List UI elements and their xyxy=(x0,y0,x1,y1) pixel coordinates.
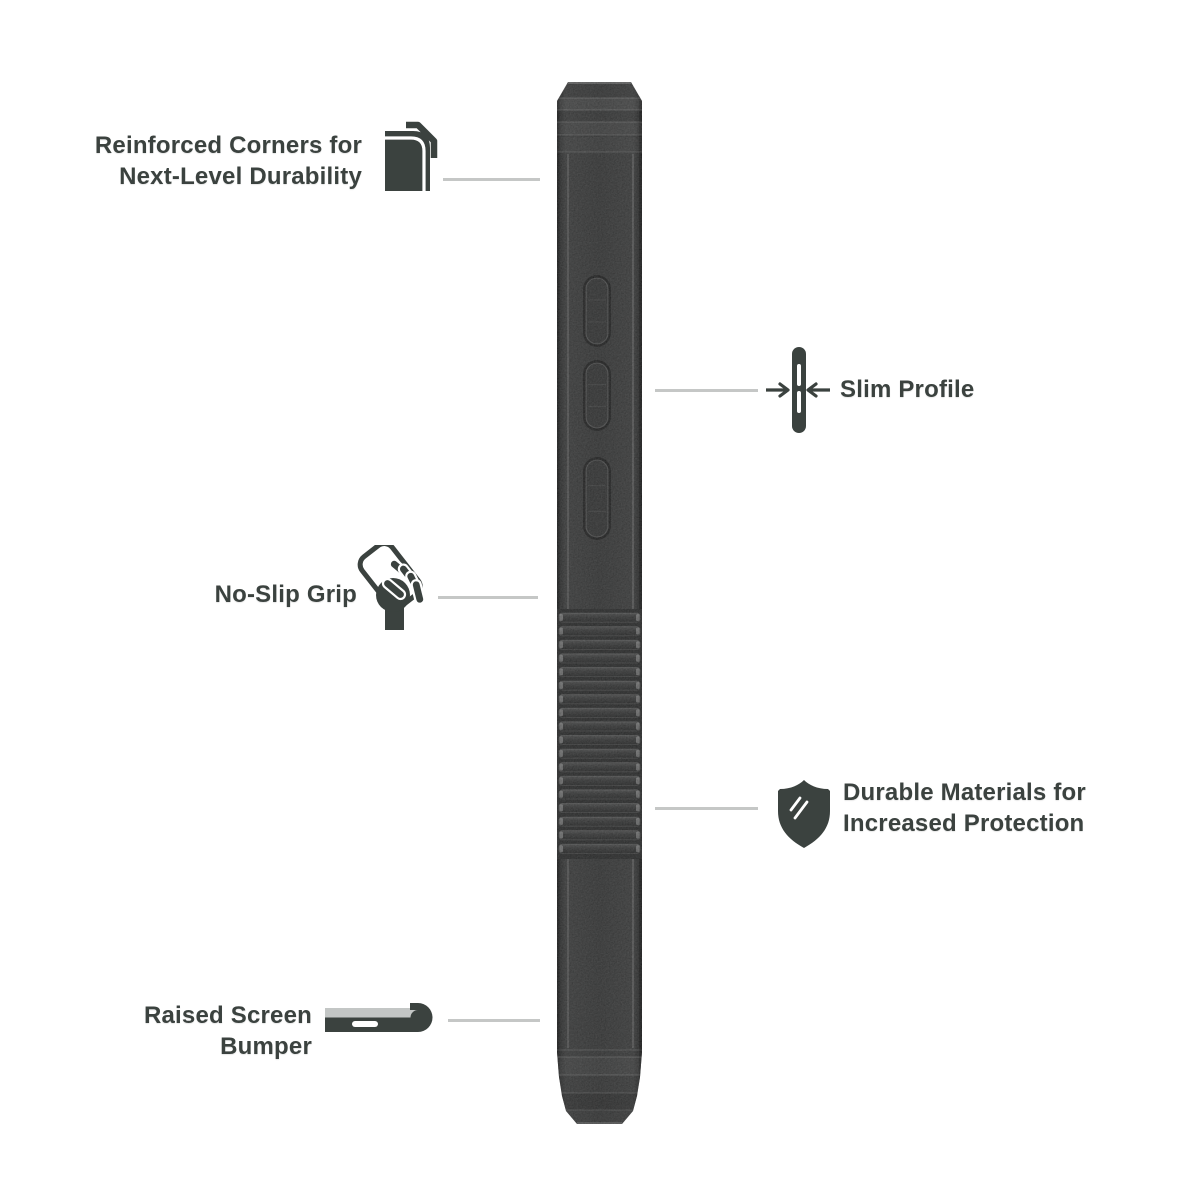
feature-label-raised-screen-bumper xyxy=(144,1000,312,1062)
arrow-right-icon xyxy=(766,384,788,396)
feature-label-slim-profile xyxy=(840,374,974,405)
label-line: Durable Materials for xyxy=(843,779,1086,806)
phone-case-side-view xyxy=(552,80,648,1132)
label-line: Raised Screen xyxy=(143,1002,312,1029)
slim-profile-icon xyxy=(764,345,832,435)
connector-line-slim-profile xyxy=(655,389,758,392)
label-line: Increased Protection xyxy=(843,810,1085,837)
connector-line-no-slip-grip xyxy=(438,596,538,599)
no-slip-grip-icon xyxy=(356,545,428,631)
reinforced-corner-icon xyxy=(385,121,441,193)
connector-line-durable-materials xyxy=(655,807,758,810)
label-line: Next-Level Durability xyxy=(119,163,362,190)
label-line: Bumper xyxy=(220,1033,312,1060)
feature-label-reinforced-corners xyxy=(95,130,362,192)
label-line: Slim Profile xyxy=(840,376,975,403)
durable-shield-icon xyxy=(776,779,832,849)
connector-line-reinforced-corners xyxy=(443,178,540,181)
label-line: Reinforced Corners for xyxy=(94,132,362,159)
label-line: No-Slip Grip xyxy=(214,581,357,608)
raised-bumper-icon xyxy=(325,1003,438,1033)
arrow-left-icon xyxy=(808,384,830,396)
connector-line-raised-screen-bumper xyxy=(448,1019,540,1022)
feature-label-no-slip-grip xyxy=(215,579,357,610)
feature-label-durable-materials xyxy=(843,777,1086,839)
